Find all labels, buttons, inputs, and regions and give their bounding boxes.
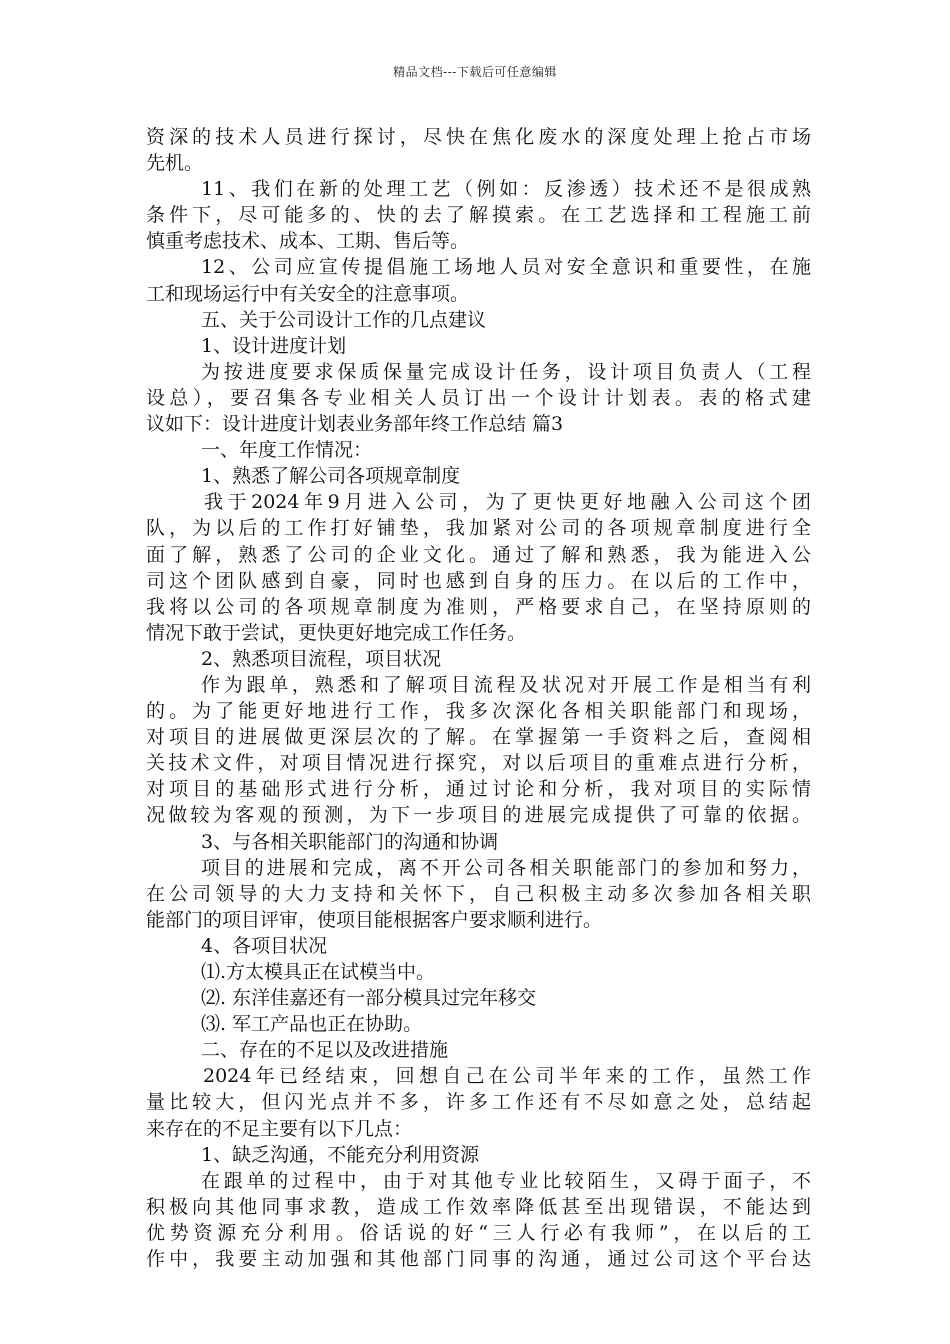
section-heading: 一、年度工作情况：	[201, 439, 373, 462]
subsection-heading: 2、熟悉项目流程，项目状况	[201, 647, 442, 670]
text-line: 先机。	[146, 152, 204, 175]
text-line: 我将以公司的各项规章制度为准则，严格要求自己，在坚持原则的	[146, 595, 811, 618]
subsection-heading: 1、缺乏沟通，不能充分利用资源	[201, 1143, 480, 1166]
text-line: 我于2024年9月进入公司，为了更快更好地融入公司这个团	[204, 491, 811, 514]
text-line: 作为跟单，熟悉和了解项目流程及状况对开展工作是相当有利	[201, 673, 811, 696]
subsection-heading: 4、各项目状况	[201, 934, 328, 957]
document-body	[146, 124, 811, 1272]
section-heading: 五、关于公司设计工作的几点建议	[201, 308, 487, 331]
text-line: 资深的技术人员进行探讨，尽快在焦化废水的深度处理上抢占市场	[146, 126, 811, 148]
text-line: 量比较大，但闪光点并不多，许多工作还有不尽如意之处，总结起	[146, 1091, 811, 1114]
subsection-heading: 1、熟悉了解公司各项规章制度	[201, 465, 461, 488]
text-line: 作中，我要主动加强和其他部门同事的沟通，通过公司这个平台达	[146, 1248, 811, 1271]
text-line: 议如下：设计进度计划表业务部年终工作总结 篇3	[146, 413, 564, 436]
text-line: 况做较为客观的预测，为下一步项目的进展完成提供了可靠的依据。	[146, 804, 811, 827]
text-line: 积极向其他同事求教，造成工作效率降低甚至出现错误，不能达到	[146, 1195, 811, 1218]
text-line: 来存在的不足主要有以下几点：	[146, 1117, 413, 1140]
text-line: 条件下，尽可能多的、快的去了解摸索。在工艺选择和工程施工前	[146, 204, 811, 227]
subsection-heading: 1、设计进度计划	[201, 334, 347, 357]
text-line: 在跟单的过程中，由于对其他专业比较陌生，又碍于面子，不	[201, 1169, 811, 1192]
text-line: 队，为以后的工作打好铺垫，我加紧对公司的各项规章制度进行全	[146, 517, 811, 540]
text-line: 情况下敢于尝试，更快更好地完成工作任务。	[146, 621, 527, 644]
text-line: 面了解，熟悉了公司的企业文化。通过了解和熟悉，我为能进入公	[146, 543, 811, 566]
text-line: 的。为了能更好地进行工作，我多次深化各相关职能部门和现场，	[146, 700, 811, 723]
text-line: 慎重考虑技术、成本、工期、售后等。	[146, 230, 470, 253]
section-heading: 二、存在的不足以及改进措施	[201, 1039, 449, 1062]
text-line: 司这个团队感到自豪，同时也感到自身的压力。在以后的工作中，	[146, 569, 811, 592]
text-line: 优势资源充分利用。俗话说的好“三人行必有我师”，在以后的工	[146, 1221, 811, 1244]
text-line: 能部门的项目评审，使项目能根据客户要求顺利进行。	[146, 908, 603, 931]
text-line: 2024年已经结束，回想自己在公司半年来的工作，虽然工作	[203, 1065, 811, 1088]
page-header: 精品文档---下载后可任意编辑	[393, 65, 557, 79]
text-line: 设总），要召集各专业相关人员订出一个设计计划表。表的格式建	[146, 386, 811, 409]
text-line: 为按进度要求保质保量完成设计任务，设计项目负责人（工程	[201, 360, 811, 383]
text-line: 在公司领导的大力支持和关怀下，自己积极主动多次参加各相关职	[146, 882, 811, 905]
text-line: 关技术文件，对项目情况进行探究，对以后项目的重难点进行分析，	[146, 752, 811, 775]
text-line: 项目的进展和完成，离不开公司各相关职能部门的参加和努力，	[201, 856, 811, 879]
text-line: 12、公司应宣传提倡施工场地人员对安全意识和重要性，在施	[201, 256, 811, 279]
list-item: ⑴.方太模具正在试模当中。	[201, 961, 436, 983]
subsection-heading: 3、与各相关职能部门的沟通和协调	[201, 830, 499, 853]
text-line: 对项目的基础形式进行分析，通过讨论和分析，我对项目的实际情	[146, 778, 811, 801]
list-item: ⑶. 军工产品也正在协助。	[201, 1013, 423, 1036]
text-line: 对项目的进展做更深层次的了解。在掌握第一手资料之后，查阅相	[146, 726, 811, 749]
list-item: ⑵. 东洋佳嘉还有一部分模具过完年移交	[201, 987, 537, 1010]
text-line: 11、我们在新的处理工艺（例如：反渗透）技术还不是很成熟	[201, 178, 811, 201]
text-line: 工和现场运行中有关安全的注意事项。	[146, 282, 470, 305]
